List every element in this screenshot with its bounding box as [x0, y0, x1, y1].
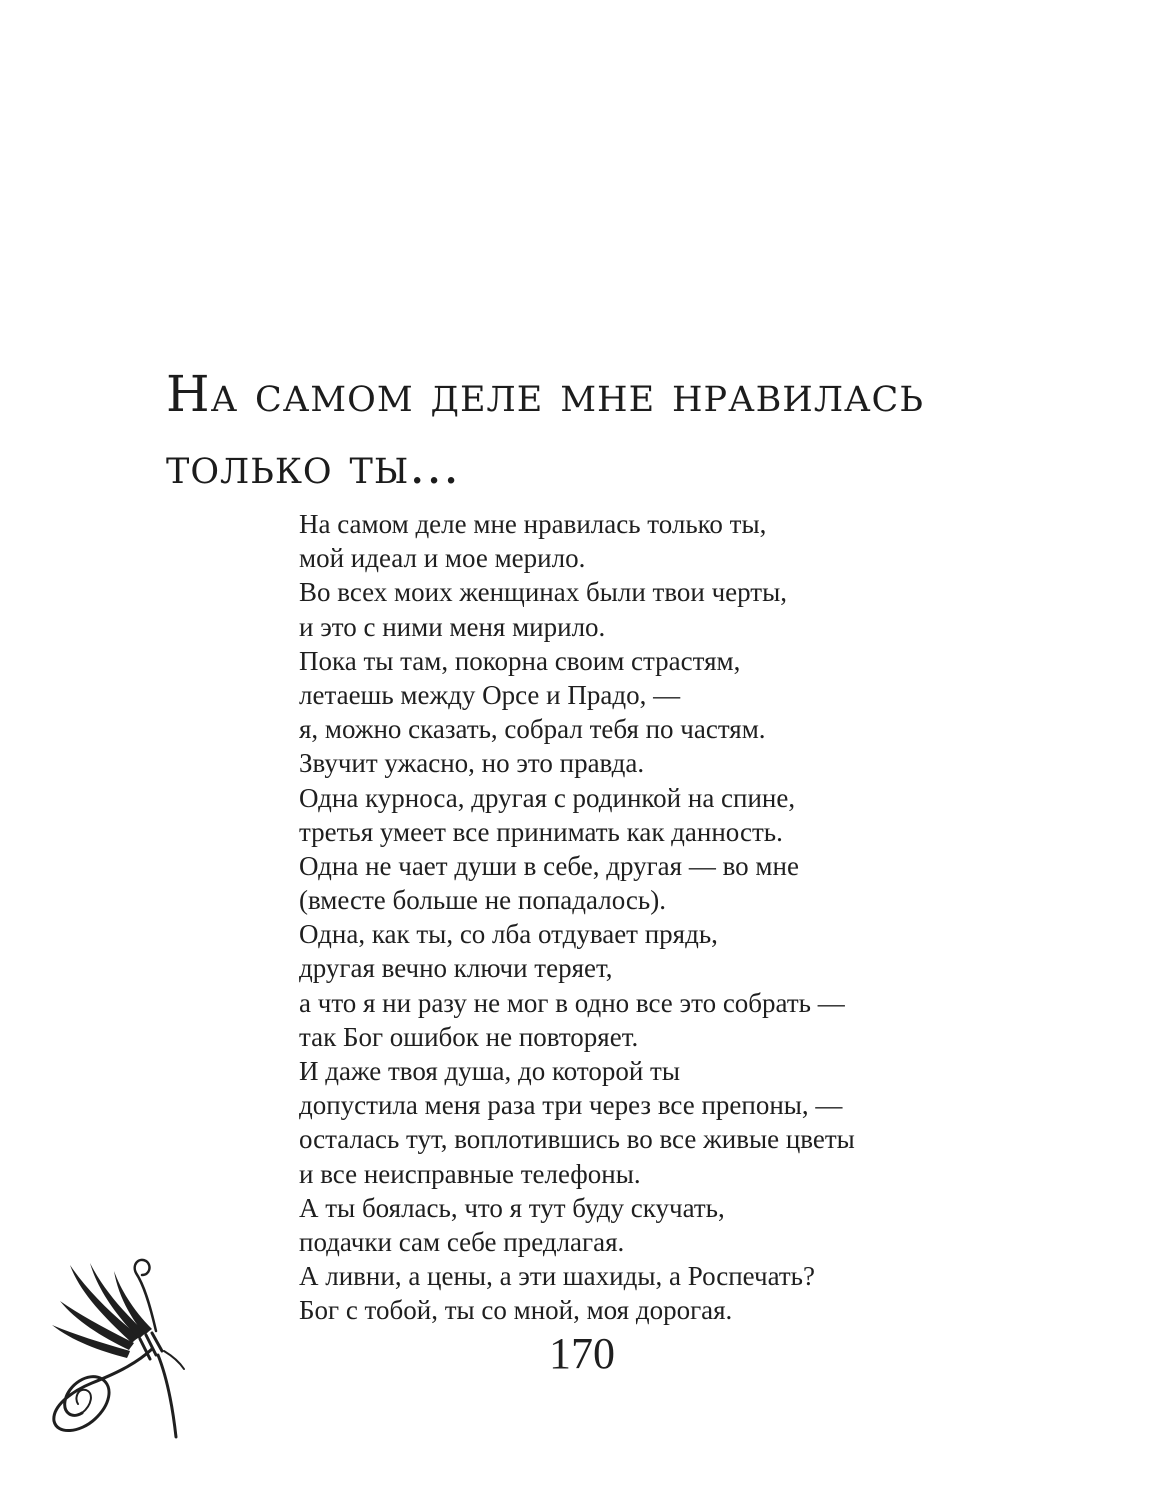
- poem-line: другая вечно ключи теряет,: [299, 953, 613, 984]
- page-number: 170: [549, 1329, 615, 1378]
- poem-title: [166, 358, 1066, 502]
- poem-body: [299, 507, 999, 1328]
- poem-line: летаешь между Орсе и Прадо, —: [299, 679, 681, 710]
- poem-line: Во всех моих женщинах были твои черты,: [299, 577, 787, 608]
- poem-line: и это с ними меня мирило.: [299, 611, 606, 642]
- poem-line: Пока ты там, покорна своим страстям,: [299, 645, 741, 676]
- poem-line: Одна не чает души в себе, другая — во мне: [299, 850, 799, 881]
- poem-line: (вместе больше не попадалось).: [299, 885, 666, 916]
- poem-line: и все неисправные телефоны.: [299, 1158, 641, 1189]
- poem-line: осталась тут, воплотившись во все живые цветы: [299, 1124, 855, 1155]
- poem-line: так Бог ошибок не повторяет.: [299, 1021, 639, 1052]
- poem-line: Звучит ужасно, но это правда.: [299, 748, 645, 779]
- poem-line: На самом деле мне нравилась только ты,: [299, 509, 767, 539]
- floral-flourish-icon: [40, 1255, 190, 1440]
- poem-line: И даже твоя душа, до которой ты: [299, 1056, 680, 1086]
- poem-line: А ливни, а цены, а эти шахиды, а Роспечать?: [299, 1261, 815, 1292]
- poem-line: допустила меня раза три через все препоны, —: [299, 1090, 843, 1121]
- poem-title-line-1: На самом деле мне нравилась: [166, 365, 924, 423]
- flourish-petals: [52, 1263, 152, 1358]
- poem-line: Бог с тобой, ты со мной, моя дорогая.: [299, 1295, 733, 1326]
- poem-line: я, можно сказать, собрал тебя по частям.: [299, 714, 766, 745]
- poem-line: а что я ни разу не мог в одно все это собрать —: [299, 987, 845, 1018]
- poem-line: Одна курноса, другая с родинкой на спине,: [299, 782, 796, 813]
- poem-title-line-2: только ты...: [166, 437, 460, 495]
- poem-line: подачки сам себе предлагая.: [299, 1226, 625, 1257]
- poem-line: мой идеал и мое мерило.: [299, 543, 586, 574]
- poem-line: А ты боялась, что я тут буду скучать,: [299, 1192, 725, 1223]
- poem-line: третья умеет все принимать как данность.: [299, 816, 783, 847]
- poem-line: Одна, как ты, со лба отдувает прядь,: [299, 919, 718, 950]
